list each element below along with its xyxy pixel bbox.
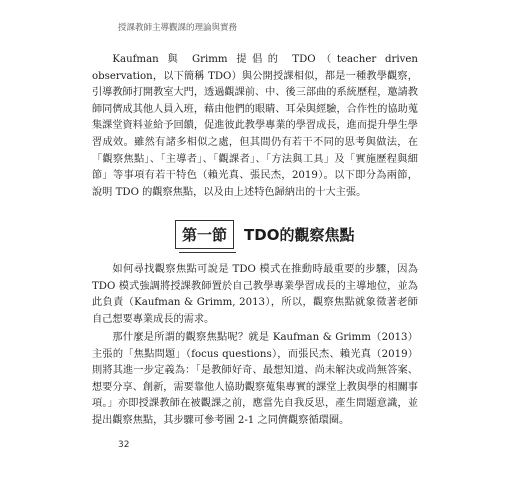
running-header: 授課教師主導觀課的理論與實務 [118, 23, 238, 33]
body-paragraph: 那什麼是所謂的觀察焦點呢？就是 Kaufman & Grimm（2013）主張的「焦點問題」（focus questions），而張民杰、賴光真（2019）則將其進一步定義為：「是教師好奇、最想知道、尚未解決或尚無答案、想要分享、創新，需要靠他人協助觀察蒐集專實的課堂上教與學的相關事項。」亦即授課教師在被觀課之前，應當先自我反思，產生問題意識，並提出觀察焦點，其步驟可參考圖 2-1 之同儕觀察循環圈。 [92, 332, 418, 426]
section-number-label: 第一節 [175, 220, 234, 249]
body-paragraph: 如何尋找觀察焦點可說是 TDO 模式在推動時最重要的步驟，因為 TDO 模式強調將授課教師置於自己教學專業學習成長的主導地位，並為此負責（Kaufman & Grimm, 2013），所以，觀察焦點就象徵著老師自己想要專業成長的需求。 [92, 264, 418, 325]
section-heading [175, 218, 354, 250]
page-number: 32 [118, 440, 130, 450]
intro-paragraph: Kaufman 與 Grimm 提倡的 TDO（teacher driven observation，以下簡稱 TDO）與公開授課相似，都是一種教學觀察，引導教師打開教室大門，透過觀課前、中、後三部曲的系統歷程，邀請教師同儕成其他人員入班，藉由他們的眼睛、耳朵與經驗，合作性的協助蒐集課堂資料並給予回饋，促進彼此教學專業的學習成長，進而提升學生學習成效。雖然有諸多相似之處，但其間仍有若干不同的思考與做法，在「觀察焦點」、「主導者」、「觀課者」、「方法與工具」及「實施歷程與細節」等事項有若干特色（賴光真、張民杰，2019）。以下即分為兩節，說明 TDO 的觀察焦點，以及由上述特色歸納出的十大主張。 [92, 54, 418, 198]
section-title: TDO的觀察焦點 [244, 225, 355, 244]
